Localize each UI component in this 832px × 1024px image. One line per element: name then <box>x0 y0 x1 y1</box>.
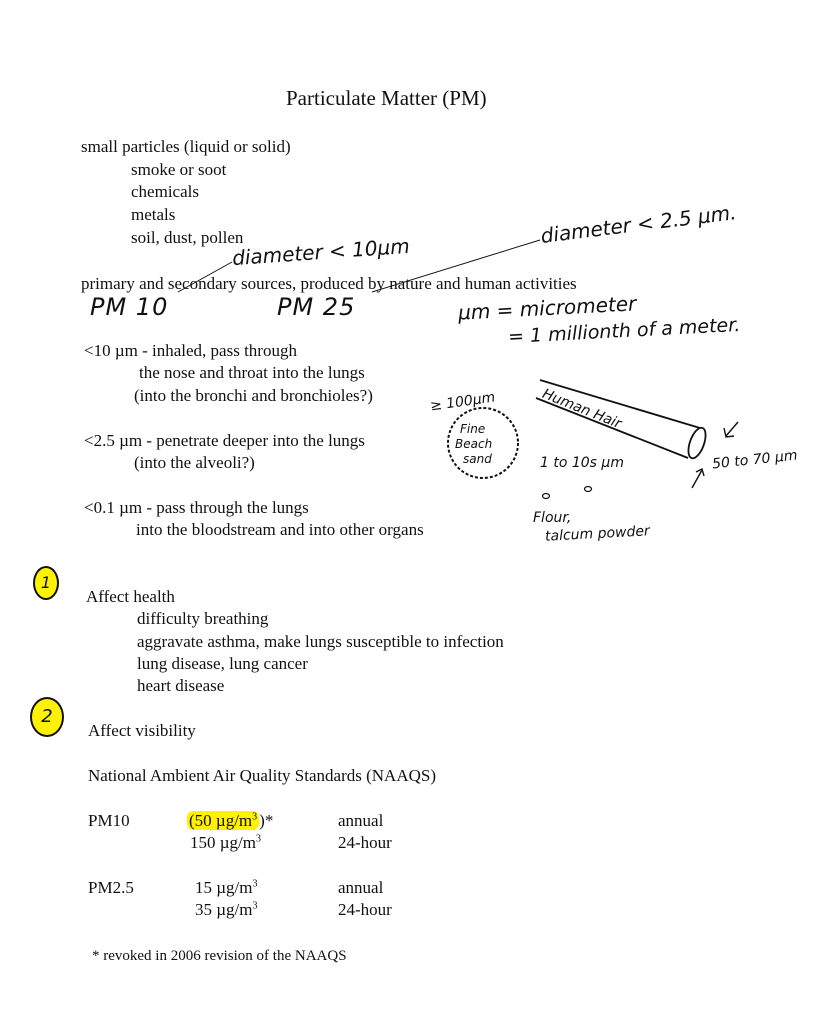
micrometer-definition-2: = 1 millionth of a meter. <box>507 313 741 349</box>
health-heading: Affect health <box>86 587 175 606</box>
naaqs-period: annual <box>338 811 384 830</box>
size-10-line2: the nose and throat into the lungs <box>139 363 365 382</box>
hair-size-note: 50 to 70 μm <box>711 447 799 473</box>
health-item: lung disease, lung cancer <box>137 654 308 673</box>
sand-label-3: sand <box>463 452 492 466</box>
naaqs-heading: National Ambient Air Quality Standards (NAAQS) <box>88 766 436 785</box>
naaqs-period: annual <box>338 878 384 897</box>
diameter-25-note: diameter < 2.5 μm. <box>539 200 738 248</box>
size-10-line1: <10 µm - inhaled, pass through <box>84 341 297 360</box>
sand-size-note: ≥ 100μm <box>429 389 497 415</box>
talcum-label: talcum powder <box>544 523 651 545</box>
health-item: aggravate asthma, make lungs susceptible to infection <box>137 632 504 651</box>
naaqs-pm10-24h: 150 $\mu g/m^3$ <box>190 833 261 852</box>
intro-item: chemicals <box>131 182 199 201</box>
size-01-line1: <0.1 µm - pass through the lungs <box>84 498 309 517</box>
pm10-note: PM 10 <box>90 293 169 321</box>
highlighted-standard: (50 $\mu g/m^3$ <box>189 811 258 830</box>
intro-item: metals <box>131 205 176 224</box>
sources-line: primary and secondary sources, produced by nature and human activities <box>81 274 577 293</box>
health-item: difficulty breathing <box>137 609 269 628</box>
footnote: * revoked in 2006 revision of the NAAQS <box>92 948 347 964</box>
flour-label: Flour, <box>533 510 572 526</box>
naaqs-pm25-24h: 35 $\mu g/m^3$ <box>195 900 258 919</box>
number-one-marker: 1 <box>33 566 59 600</box>
diameter-10-note: diameter < 10μm <box>231 233 411 271</box>
intro-item: soil, dust, pollen <box>131 228 244 247</box>
micrometer-definition: μm = micrometer <box>457 291 637 325</box>
flour-size-note: 1 to 10s μm <box>540 455 624 471</box>
naaqs-pm10-label: PM10 <box>88 811 130 830</box>
intro-item: smoke or soot <box>131 160 227 179</box>
naaqs-period: 24-hour <box>338 900 392 919</box>
size-10-line3: (into the bronchi and bronchioles?) <box>134 386 373 405</box>
naaqs-pm25-annual: 15 $\mu g/m^3$ <box>195 878 258 897</box>
visibility-heading: Affect visibility <box>88 721 196 740</box>
pm25-note: PM 25 <box>277 293 356 321</box>
size-25-line2: (into the alveoli?) <box>134 453 255 472</box>
number-two-marker: 2 <box>30 697 64 737</box>
size-01-line2: into the bloodstream and into other organs <box>136 520 424 539</box>
health-item: heart disease <box>137 676 225 695</box>
naaqs-pm10-annual: (50 $\mu g/m^3$ )* <box>189 811 274 830</box>
sand-label-2: Beach <box>455 437 493 451</box>
hair-label: Human Hair <box>540 386 624 433</box>
naaqs-pm25-label: PM2.5 <box>88 878 134 897</box>
sand-label-1: Fine <box>460 422 486 436</box>
page-title: Particulate Matter (PM) <box>286 86 487 110</box>
size-25-line1: <2.5 µm - penetrate deeper into the lungs <box>84 431 365 450</box>
naaqs-period: 24-hour <box>338 833 392 852</box>
intro-heading: small particles (liquid or solid) <box>81 137 291 156</box>
